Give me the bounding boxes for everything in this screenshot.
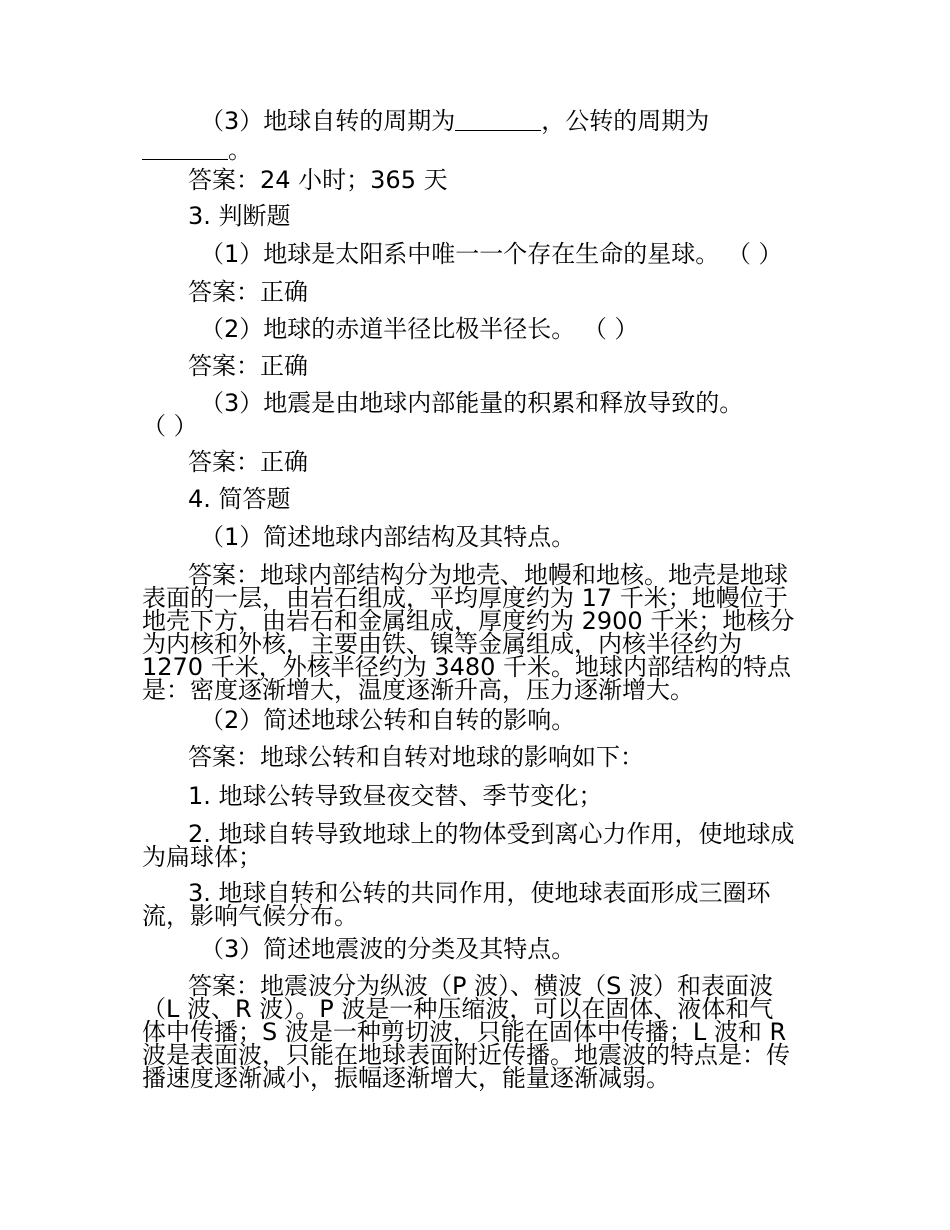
judge-question-3-paren: （ ）: [142, 412, 198, 440]
answer-point-2-cont: 为扁球体；: [142, 843, 262, 871]
answer: 答案：正确: [188, 352, 308, 380]
answer-line: 1270 千米，外核半径约为 3480 千米。地球内部结构的特点: [142, 653, 792, 681]
answer-line: 地壳下方，由岩石和金属组成，厚度约为 2900 千米；地核分: [142, 607, 795, 635]
answer-point-3: 3. 地球自转和公转的共同作用，使地球表面形成三圈环: [188, 879, 771, 907]
answer: 答案：地球公转和自转对地球的影响如下：: [188, 743, 644, 771]
answer: 答案：24 小时；365 天: [188, 166, 448, 194]
answer-line: （L 波、R 波）。P 波是一种压缩波，可以在固体、液体和气: [142, 995, 774, 1023]
answer: 答案：正确: [188, 278, 308, 306]
answer-line: 波是表面波，只能在地球表面附近传播。地震波的特点是：传: [142, 1041, 790, 1069]
answer-point-3-cont: 流，影响气候分布。: [142, 902, 358, 930]
answer-line: 为内核和外核，主要由铁、镍等金属组成，内核半径约为: [142, 630, 742, 658]
question-text: （3）地球自转的周期为: [200, 107, 456, 135]
question-text: ，公转的周期为: [541, 107, 710, 135]
answer-line: 是：密度逐渐增大，温度逐渐升高，压力逐渐增大。: [142, 676, 694, 704]
fill-blank: [455, 108, 541, 131]
question-3-3-cont: [142, 135, 252, 165]
answer-point-2: 2. 地球自转导致地球上的物体受到离心力作用，使地球成: [188, 820, 795, 848]
section-title: 4. 简答题: [188, 485, 291, 513]
question-text: 。: [228, 136, 252, 164]
short-question-2: （2）简述地球公转和自转的影响。: [200, 706, 576, 734]
judge-question-2: （2）地球的赤道半径比极半径长。 （ ）: [200, 315, 639, 343]
answer-line: 播速度逐渐减小，振幅逐渐增大，能量逐渐减弱。: [142, 1064, 670, 1092]
fill-blank: [142, 137, 228, 160]
short-question-3: （3）简述地震波的分类及其特点。: [200, 935, 576, 963]
section-title: 3. 判断题: [188, 202, 291, 230]
answer-line: 答案：地球内部结构分为地壳、地幔和地核。地壳是地球: [188, 561, 788, 589]
answer-line: 体中传播；S 波是一种剪切波，只能在固体中传播；L 波和 R: [142, 1018, 787, 1046]
answer-line: 表面的一层，由岩石组成，平均厚度约为 17 千米；地幔位于: [142, 584, 788, 612]
answer-line: 答案：地震波分为纵波（P 波）、横波（S 波）和表面波: [188, 972, 773, 1000]
judge-question-3: （3）地震是由地球内部能量的积累和释放导致的。: [200, 389, 744, 417]
answer-point-1: 1. 地球公转导致昼夜交替、季节变化；: [188, 782, 603, 810]
answer: 答案：正确: [188, 448, 308, 476]
judge-question-1: （1）地球是太阳系中唯一一个存在生命的星球。 （ ）: [200, 240, 783, 268]
short-question-1: （1）简述地球内部结构及其特点。: [200, 523, 576, 551]
question-3-3: [200, 106, 709, 136]
